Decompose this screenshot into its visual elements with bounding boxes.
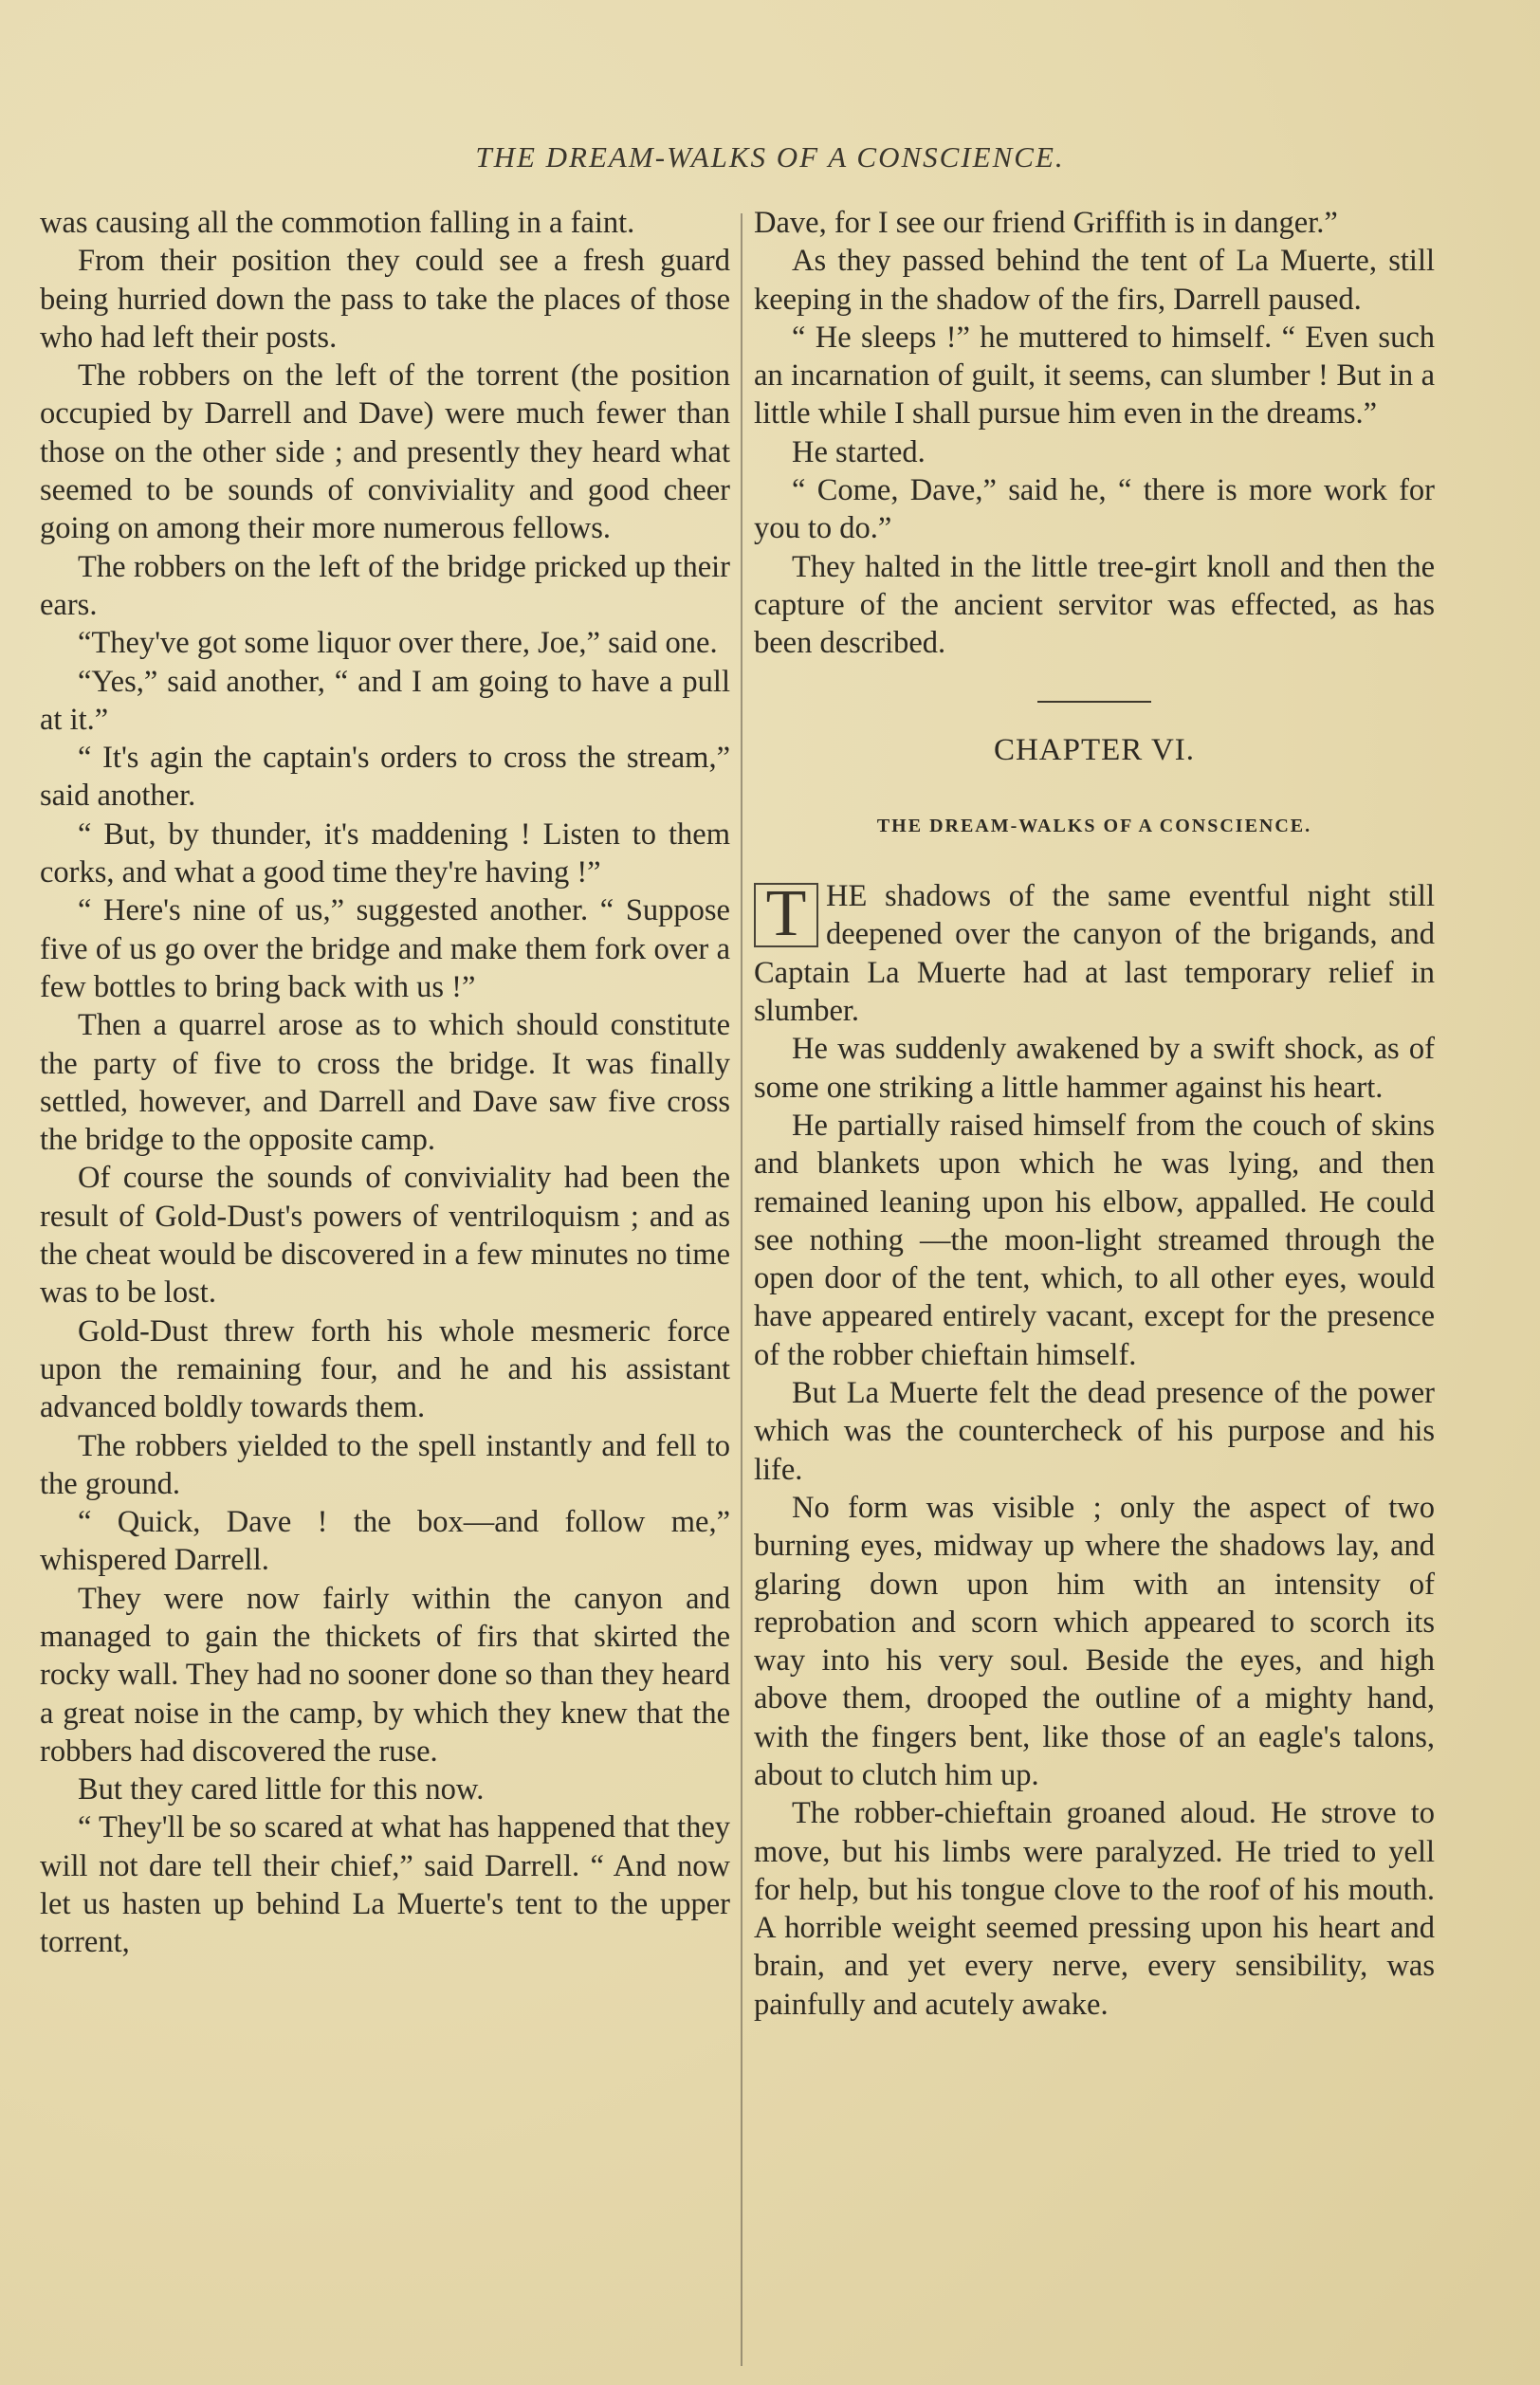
paragraph: No form was visible ; only the aspect of two burning eyes, midway up where the shadows lay, and glaring down upon him with an intensity of reprobation and scorn which appeared to scorch its way into his very soul. Beside the eyes, and high above them, drooped the outline of a mighty hand, with the fingers bent, like those of an eagle's talons, about to clutch him up. [754, 1490, 1435, 1792]
paragraph: As they passed behind the tent of La Muerte, still keeping in the shadow of the firs, Darrell paused. [754, 244, 1435, 317]
paragraph: He started. [792, 434, 926, 469]
paragraph: But they cared little for this now. [78, 1772, 485, 1807]
paragraph: They were now fairly within the canyon and managed to gain the thickets of firs that skirted the rocky wall. They had no sooner done so than they heard a great noise in the camp, by which they knew that the robbers had discovered the ruse. [40, 1581, 730, 1769]
paragraph: The robbers on the left of the torrent (the position occupied by Darrell and Dave) were much fewer than those on the other side ; and presently they heard what seemed to be sounds of conviviality and good cheer going on among their more numerous fellows. [40, 358, 730, 546]
paragraph: Of course the sounds of conviviality had been the result of Gold-Dust's powers of ventriloquism ; and as the cheat would be discovered in a few minutes no time was to be lost. [40, 1161, 730, 1311]
paragraph: The robber-chieftain groaned aloud. He strove to move, but his limbs were paralyzed. He tried to yell for help, but his tongue clove to the roof of his mouth. A horrible weight seemed pressing upon his heart and brain, and yet every nerve, every sensibility, was painfully and acutely awake. [754, 1796, 1435, 2022]
right-column-text-continued [754, 1030, 1435, 2024]
left-column [40, 204, 730, 1962]
paragraph: “Yes,” said another, “ and I am going to have a pull at it.” [40, 664, 730, 737]
running-head: THE DREAM-WALKS OF A CONSCIENCE. [475, 140, 1065, 174]
paragraph: “They've got some liquor over there, Joe,” said one. [78, 626, 718, 661]
chapter-subtitle: THE DREAM-WALKS OF A CONSCIENCE. [876, 815, 1312, 836]
drop-cap: T [754, 883, 818, 947]
paragraph: was causing all the commotion falling in a faint. [40, 206, 635, 240]
right-column-text [754, 204, 1435, 663]
paragraph: Gold-Dust threw forth his whole mesmeric force upon the remaining four, and he and his assistant advanced boldly towards them. [40, 1313, 730, 1425]
paragraph: “ Here's nine of us,” suggested another. “ Suppose five of us go over the bridge and make them fork over a few bottles to bring back with us !” [40, 893, 730, 1004]
paragraph: “ But, by thunder, it's maddening ! Listen to them corks, and what a good time they're having !” [40, 816, 730, 890]
paragraph: They halted in the little tree-girt knoll and then the capture of the ancient servitor was effected, as has been described. [754, 549, 1435, 661]
paragraph: The robbers yielded to the spell instantly and fell to the ground. [40, 1428, 730, 1501]
section-rule [1037, 701, 1151, 703]
paragraph: “ He sleeps !” he muttered to himself. “ Even such an incarnation of guilt, it seems, can slumber ! But in a little while I shall pursue him even in the dreams.” [754, 320, 1435, 431]
paragraph: But La Muerte felt the dead presence of the power which was the countercheck of his purpose and his life. [754, 1376, 1435, 1487]
paragraph: “ It's agin the captain's orders to cross the stream,” said another. [40, 741, 730, 814]
paragraph: From their position they could see a fresh guard being hurried down the pass to take the places of those who had left their posts. [40, 244, 730, 355]
chapter-opening-text: HE shadows of the same eventful night still deepened over the canyon of the brigands, and Captain La Muerte had at last temporary relief in slumber. [754, 879, 1435, 1029]
paragraph: Dave, for I see our friend Griffith is in danger.” [754, 206, 1338, 240]
column-divider [741, 213, 742, 2366]
paragraph: He was suddenly awakened by a swift shock, as of some one striking a little hammer against his heart. [754, 1032, 1435, 1105]
right-column [754, 204, 1435, 2024]
paragraph: “ Come, Dave,” said he, “ there is more work for you to do.” [754, 473, 1435, 546]
chapter-title: CHAPTER VI. [993, 732, 1196, 767]
paragraph: “ They'll be so scared at what has happened that they will not dare tell their chief,” said Darrell. “ And now let us hasten up behind La Muerte's tent to the upper torrent, [40, 1810, 730, 1960]
paragraph: The robbers on the left of the bridge pricked up their ears. [40, 549, 730, 622]
paragraph: He partially raised himself from the couch of skins and blankets upon which he was lying, and then remained leaning upon his elbow, appalled. He could see nothing —the moon-light streamed through the open door of the tent, which, to all other eyes, would have appeared entirely vacant, except for the presence of the robber chieftain himself. [754, 1108, 1435, 1372]
paragraph: “ Quick, Dave ! the box—and follow me,” whispered Darrell. [40, 1505, 730, 1578]
paragraph: Then a quarrel arose as to which should constitute the party of five to cross the bridge. It was finally settled, however, and Darrell and Dave saw five cross the bridge to the opposite camp. [40, 1008, 730, 1158]
chapter-opening-paragraph [754, 877, 1435, 1030]
